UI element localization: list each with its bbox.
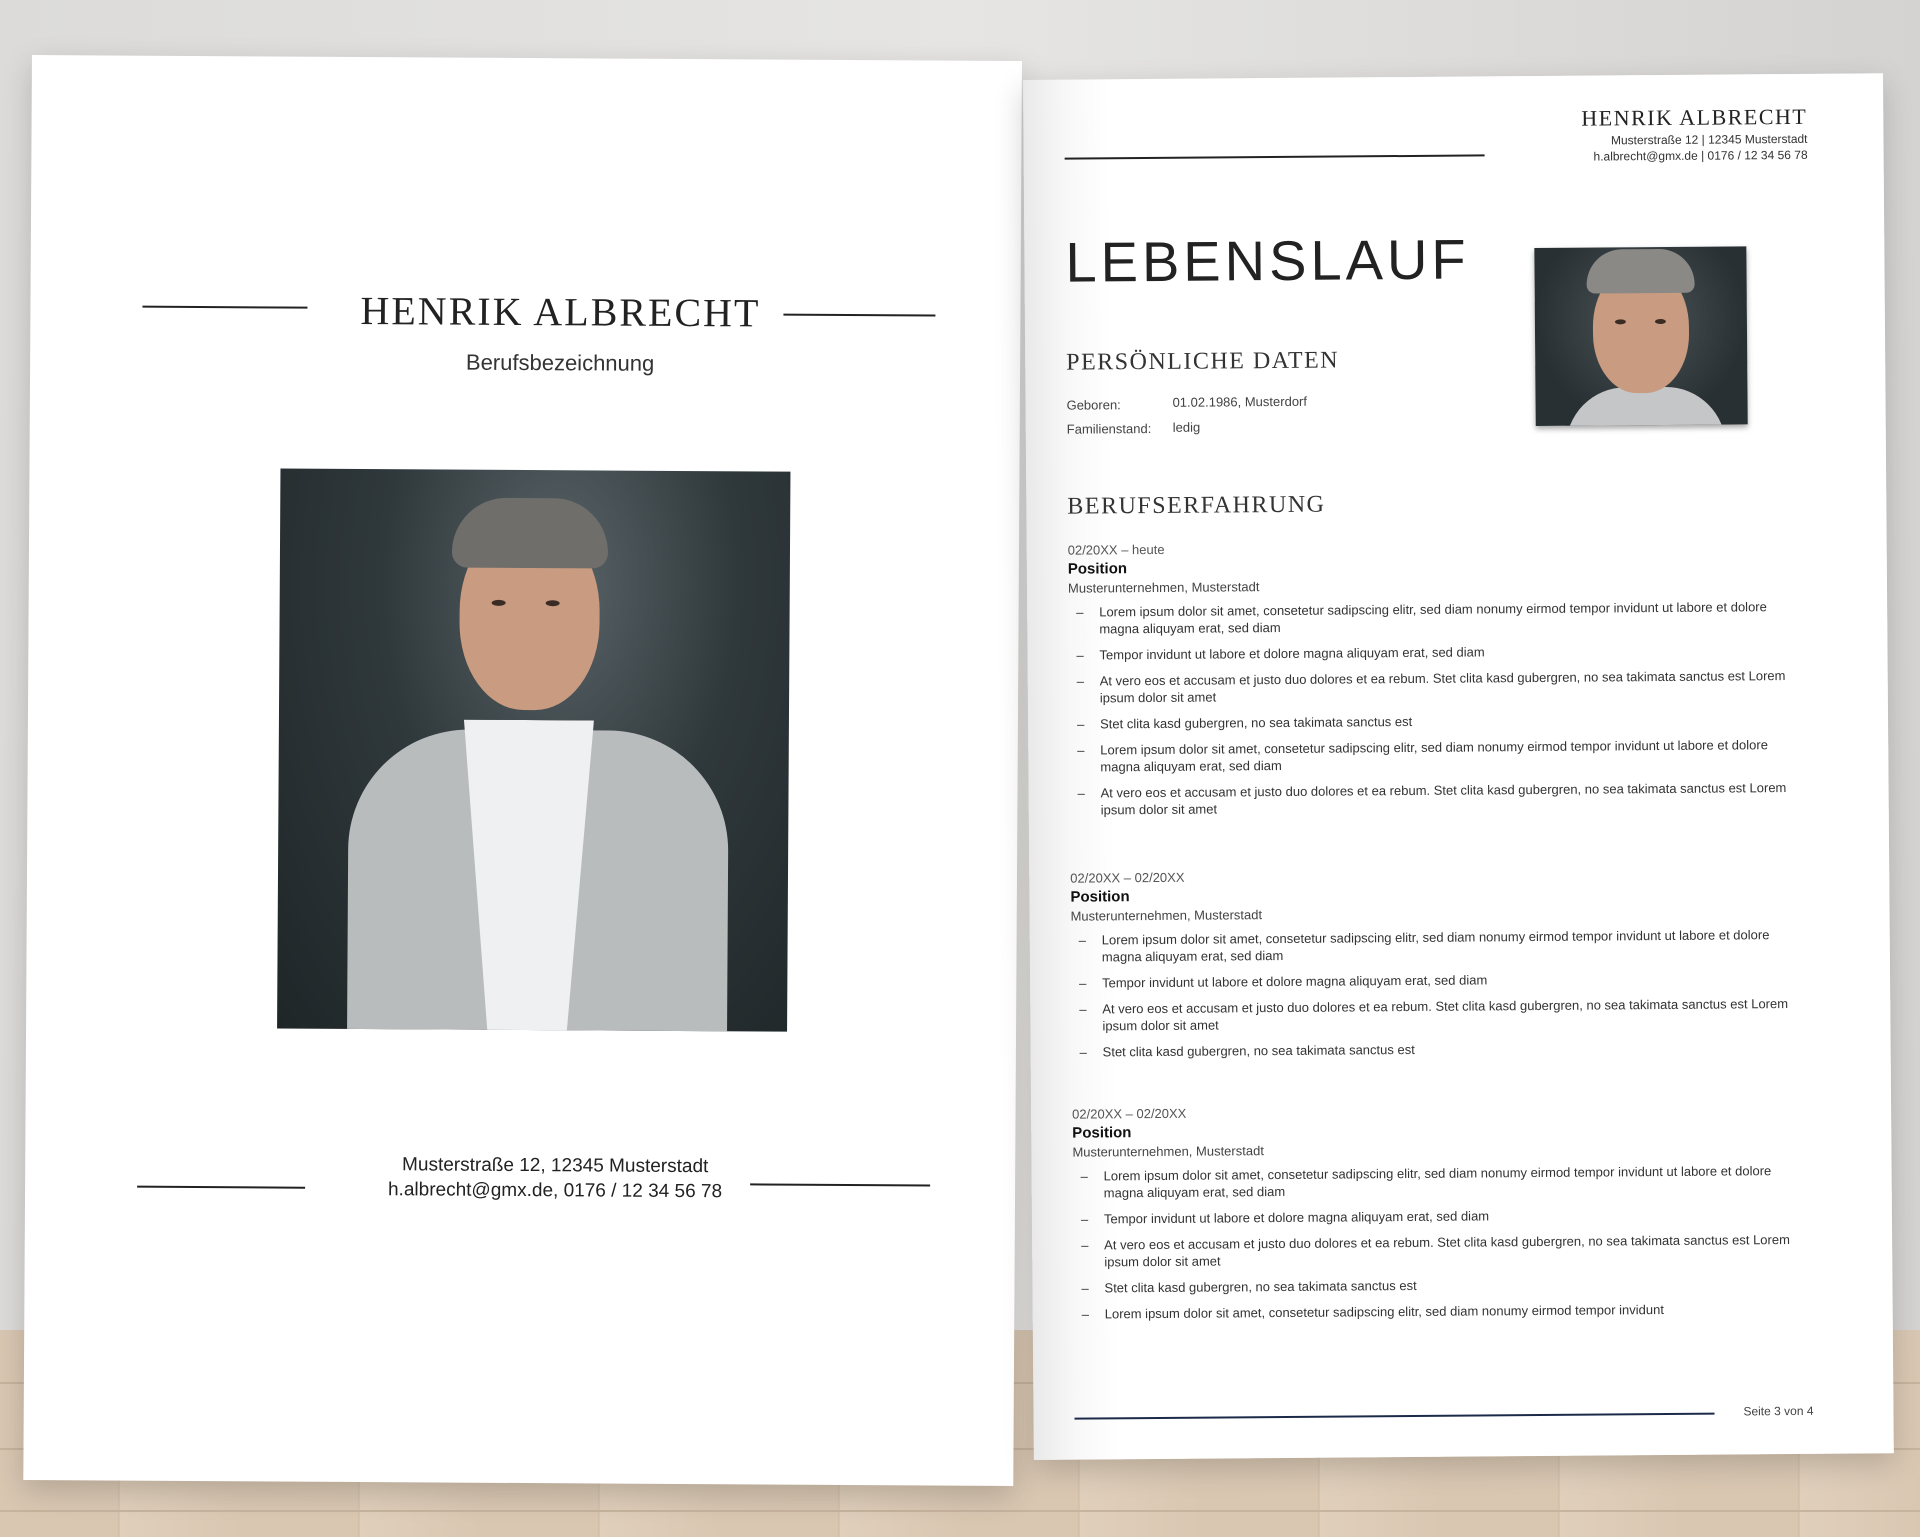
cv-page xyxy=(1023,73,1894,1460)
cv-header-contact xyxy=(1517,131,1807,165)
job-bullet: – Lorem ipsum dolor sit amet, consetetur sadipscing elitr, sed diam nonumy eirmod tempor invidunt xyxy=(1074,1300,1794,1323)
job-bullet: – Lorem ipsum dolor sit amet, consetetur sadipscing elitr, sed diam nonumy eirmod tempor invidunt ut labore et dolore magna aliquyam erat, sed diam xyxy=(1068,598,1788,638)
job-company: Musterunternehmen, Musterstadt xyxy=(1070,907,1263,924)
cover-portrait-photo xyxy=(277,469,790,1032)
personal-value-status: ledig xyxy=(1172,419,1201,435)
cover-address: Musterstraße 12, 12345 Musterstadt xyxy=(402,1154,709,1178)
job-bullet: – At vero eos et accusam et justo duo dolores et ea rebum. Stet clita kasd gubergren, no sea takimata sanctus est Lorem ipsum dolor sit amet xyxy=(1071,995,1791,1035)
cv-header-rule xyxy=(1065,154,1485,159)
job-bullet: – Tempor invidunt ut labore et dolore magna aliquyam erat, sed diam xyxy=(1071,969,1791,992)
job-bullets xyxy=(1071,926,1792,1061)
personal-label-birth: Geboren: xyxy=(1066,397,1121,413)
job-position: Position xyxy=(1072,1124,1132,1142)
experience-heading: BERUFSERFAHRUNG xyxy=(1067,491,1326,520)
job-position: Position xyxy=(1070,888,1130,906)
job-entry xyxy=(1072,1100,1794,1332)
job-bullet: – At vero eos et accusam et justo duo dolores et ea rebum. Stet clita kasd gubergren, no sea takimata sanctus est Lorem ipsum dolor sit amet xyxy=(1069,667,1789,707)
job-bullet: – Lorem ipsum dolor sit amet, consetetur sadipscing elitr, sed diam nonumy eirmod tempor invidunt ut labore et dolore magna aliquyam erat, sed diam xyxy=(1071,926,1791,966)
personal-value-birth: 01.02.1986, Musterdorf xyxy=(1172,393,1308,410)
cover-job-title: Berufsbezeichnung xyxy=(465,349,655,376)
job-bullets xyxy=(1073,1162,1794,1323)
job-position: Position xyxy=(1067,560,1128,578)
cover-contact xyxy=(325,1152,785,1205)
job-bullet: – At vero eos et accusam et justo duo dolores et ea rebum. Stet clita kasd gubergren, no sea takimata sanctus est Lorem ipsum dolor sit amet xyxy=(1073,1231,1793,1271)
cover-email-phone: h.albrecht@gmx.de, 0176 / 12 34 56 78 xyxy=(387,1179,723,1203)
cv-header-email-phone: h.albrecht@gmx.de | 0176 / 12 34 56 78 xyxy=(1593,147,1808,164)
job-company: Musterunternehmen, Musterstadt xyxy=(1067,579,1260,596)
job-bullet: – Tempor invidunt ut labore et dolore magna aliquyam erat, sed diam xyxy=(1073,1205,1793,1228)
cv-header-address: Musterstraße 12 | 12345 Musterstadt xyxy=(1610,131,1808,148)
job-bullet: – Tempor invidunt ut labore et dolore magna aliquyam erat, sed diam xyxy=(1068,641,1788,664)
cv-footer-rule xyxy=(1075,1413,1715,1420)
personal-label-status: Familienstand: xyxy=(1066,421,1152,437)
cv-portrait-photo xyxy=(1534,246,1747,426)
personal-data-heading: PERSÖNLICHE DATEN xyxy=(1066,347,1340,376)
job-date: 02/20XX – heute xyxy=(1067,541,1165,558)
job-bullet: – Lorem ipsum dolor sit amet, consetetur sadipscing elitr, sed diam nonumy eirmod tempor invidunt ut labore et dolore magna aliquyam erat, sed diam xyxy=(1069,736,1789,776)
job-date: 02/20XX – 02/20XX xyxy=(1072,1105,1187,1122)
job-bullet: – At vero eos et accusam et justo duo dolores et ea rebum. Stet clita kasd gubergren, no sea takimata sanctus est Lorem ipsum dolor sit amet xyxy=(1070,779,1790,819)
job-bullet: – Lorem ipsum dolor sit amet, consetetur sadipscing elitr, sed diam nonumy eirmod tempor invidunt ut labore et dolore magna aliquyam erat, sed diam xyxy=(1073,1162,1793,1202)
job-bullet: – Stet clita kasd gubergren, no sea takimata sanctus est xyxy=(1069,710,1789,733)
cover-name: HENRIK ALBRECHT xyxy=(360,288,761,336)
cv-heading: LEBENSLAUF xyxy=(1065,227,1470,294)
cv-header-name: HENRIK ALBRECHT xyxy=(1581,103,1808,131)
cover-rule-top-left xyxy=(142,306,307,309)
job-bullet: – Stet clita kasd gubergren, no sea takimata sanctus est xyxy=(1073,1274,1793,1297)
cover-page xyxy=(23,55,1022,1486)
job-company: Musterunternehmen, Musterstadt xyxy=(1072,1143,1264,1160)
job-entry xyxy=(1068,536,1790,828)
cover-rule-top-right xyxy=(783,314,935,317)
job-bullet: – Stet clita kasd gubergren, no sea takimata sanctus est xyxy=(1072,1038,1792,1061)
cover-rule-bottom-left xyxy=(137,1186,305,1189)
job-date: 02/20XX – 02/20XX xyxy=(1070,869,1185,886)
job-bullets xyxy=(1068,598,1790,819)
job-entry xyxy=(1070,864,1792,1070)
page-number: Seite 3 von 4 xyxy=(1743,1403,1814,1419)
